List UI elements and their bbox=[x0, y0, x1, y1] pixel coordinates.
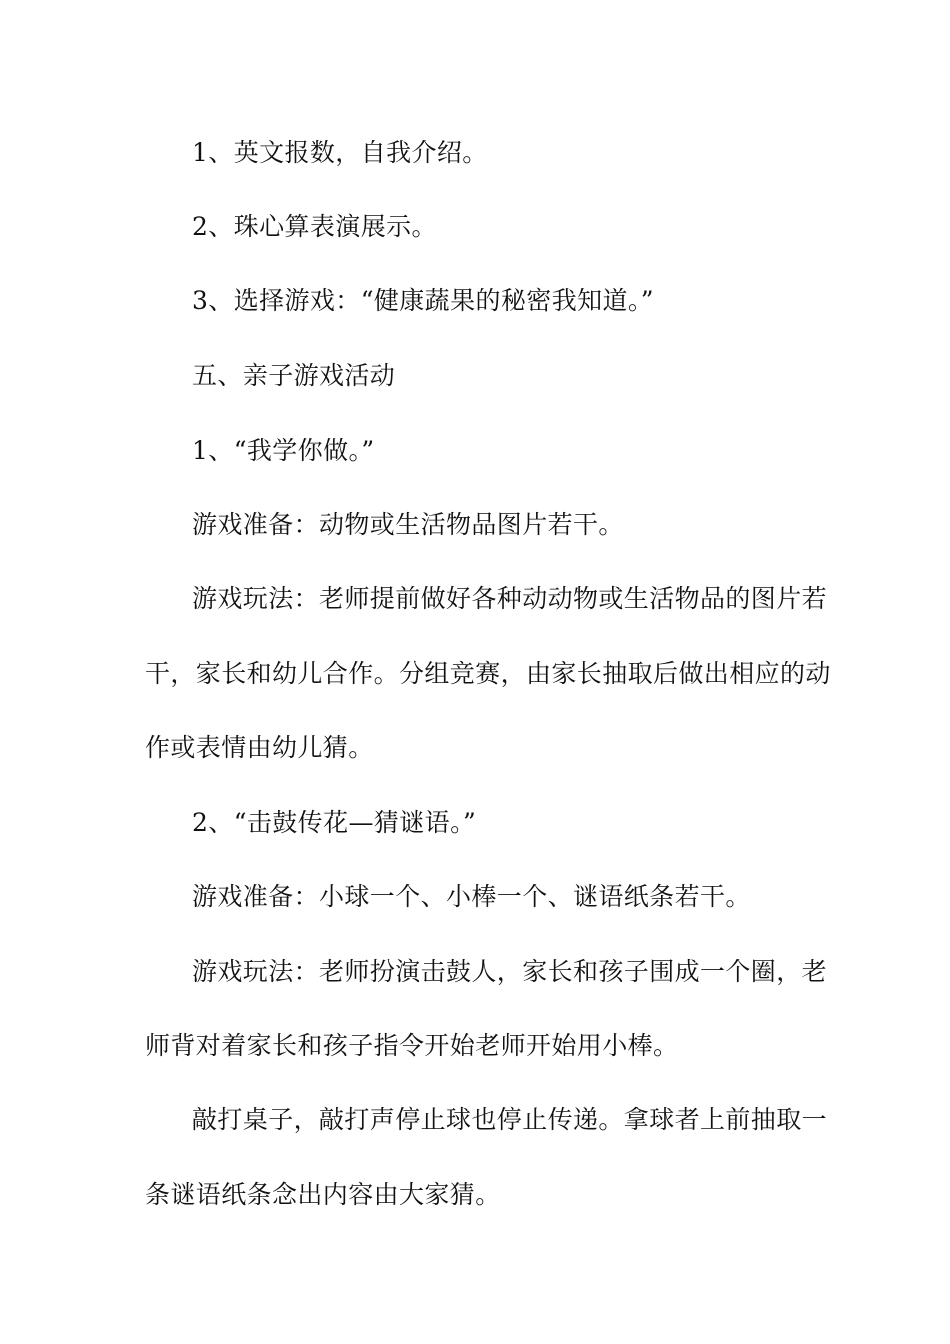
game-2-title: 2、“击鼓传花—猜谜语。” bbox=[192, 808, 477, 837]
game-2-rules-line-4: 条谜语纸条念出内容由大家猜。 bbox=[145, 1180, 501, 1209]
game-1-preparation: 游戏准备：动物或生活物品图片若干。 bbox=[192, 510, 624, 539]
list-item-3: 3、选择游戏：“健康蔬果的秘密我知道。” bbox=[192, 286, 654, 315]
game-2-rules-line-3: 敲打桌子，敲打声停止球也停止传递。拿球者上前抽取一 bbox=[192, 1105, 828, 1134]
game-1-rules-line-1: 游戏玩法：老师提前做好各种动动物或生活物品的图片若 bbox=[192, 584, 828, 613]
game-2-preparation: 游戏准备：小球一个、小棒一个、谜语纸条若干。 bbox=[192, 882, 751, 911]
list-item-2: 2、珠心算表演展示。 bbox=[192, 212, 437, 241]
game-1-rules-line-2: 干，家长和幼儿合作。分组竞赛，由家长抽取后做出相应的动 bbox=[145, 659, 831, 688]
list-item-1: 1、英文报数，自我介绍。 bbox=[192, 138, 488, 167]
game-2-rules-line-2: 师背对着家长和孩子指令开始老师开始用小棒。 bbox=[145, 1031, 679, 1060]
section-heading: 五、亲子游戏活动 bbox=[192, 361, 396, 390]
game-1-rules-line-3: 作或表情由幼儿猜。 bbox=[145, 733, 374, 762]
game-1-title: 1、“我学你做。” bbox=[192, 436, 375, 465]
game-2-rules-line-1: 游戏玩法：老师扮演击鼓人，家长和孩子围成一个圈，老 bbox=[192, 957, 828, 986]
